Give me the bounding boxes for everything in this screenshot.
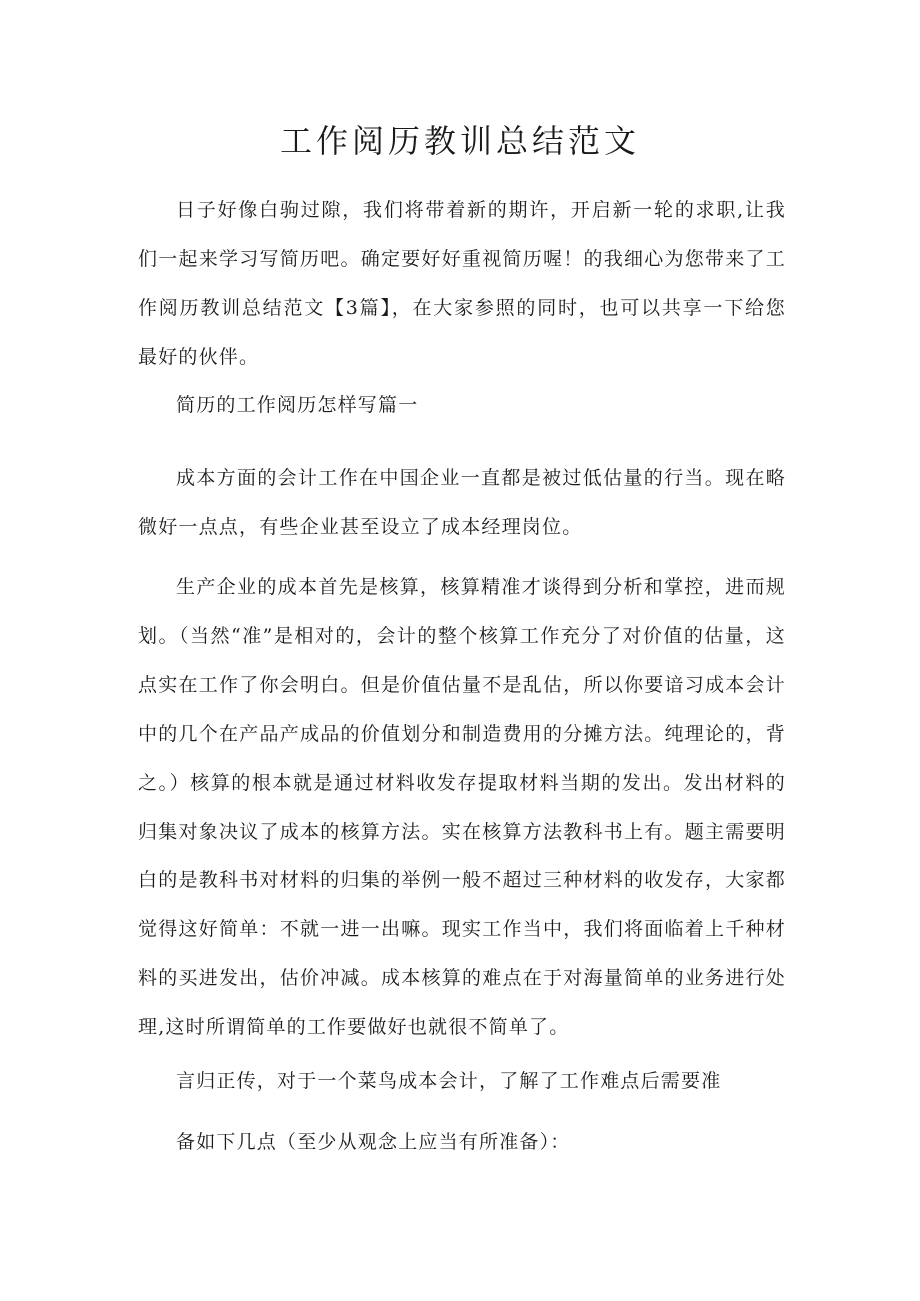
body-paragraph-getting-started: 言归正传，对于一个菜鸟成本会计，了解了工作难点后需要准	[176, 1070, 722, 1092]
intro-paragraph: 日子好像白驹过隙，我们将带着新的期许，开启新一轮的求职,让我们一起来学习写简历吧。确定要好好重视简历喔！的我细心为您带来了工作阅历教训总结范文【3篇】，在大家参照的同时，也可以共享一下给您最好的伙伴。	[138, 199, 786, 368]
document-title: 工作阅历教训总结范文	[279, 122, 640, 160]
body-paragraph-preparation: 备如下几点（至少从观念上应当有所准备）：	[176, 1131, 571, 1153]
body-paragraph-cost-accounting: 成本方面的会计工作在中国企业一直都是被过低估量的行当。现在略微好一点点，有些企业甚至设立了成本经理岗位。	[138, 467, 786, 538]
section-heading: 简历的工作阅历怎样写篇一	[176, 394, 419, 416]
body-paragraph-cost-calculation: 生产企业的成本首先是核算，核算精准才谈得到分析和掌控，进而规划。（当然“准”是相对的，会计的整个核算工作充分了对价值的估量，这点实在工作了你会明白。但是价值估量不是乱估，所以你要谙习成本会计中的几个在产品产成品的价值划分和制造费用的分摊方法。纯理论的，背之。）核算的根本就是通过材料收发存提取材料当期的发出。发出材料的归集对象决议了成本的核算方法。实在核算方法教科书上有。题主需要明白的是教科书对材料的归集的举例一般不超过三种材料的收发存，大家都觉得这好简单：不就一进一出嘛。现实工作当中，我们将面临着上千种材料的买进发出，估价冲减。成本核算的难点在于对海量简单的业务进行处理,这时所谓简单的工作要做好也就很不简单了。	[138, 576, 786, 1039]
